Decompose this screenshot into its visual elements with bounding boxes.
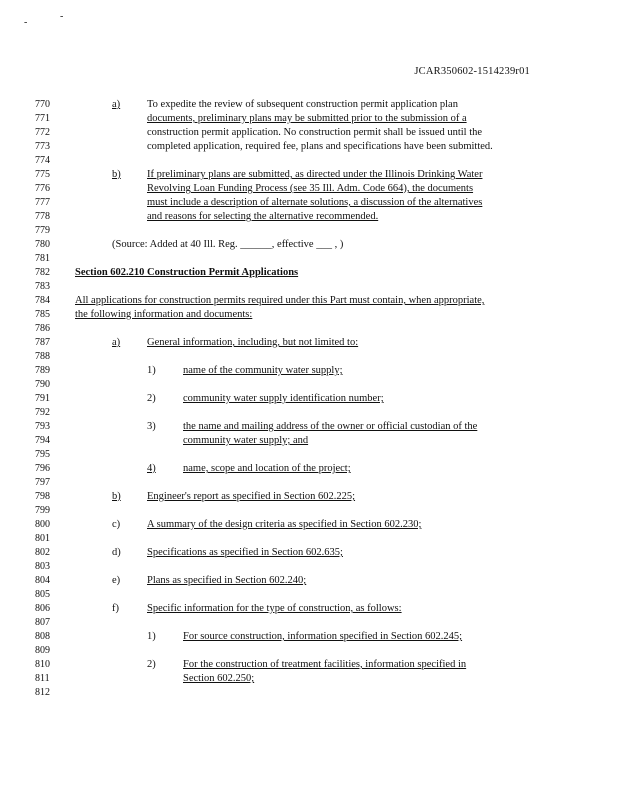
line-number: 804	[35, 575, 50, 586]
line-number: 777	[35, 197, 50, 208]
paragraph-line: completed application, required fee, plans and specifications have been submitted.	[147, 141, 493, 152]
line-number: 799	[35, 505, 50, 516]
list-item-text: community water supply; and	[183, 435, 309, 446]
line-number: 810	[35, 659, 50, 670]
line-number: 797	[35, 477, 50, 488]
line-number: 782	[35, 267, 50, 278]
paragraph-line: Revolving Loan Funding Process (see 35 Ill. Adm. Code 664), the documents	[147, 183, 474, 194]
line-number: 790	[35, 379, 50, 390]
line-number: 791	[35, 393, 50, 404]
line-number: 794	[35, 435, 50, 446]
paragraph-line: the following information and documents:	[75, 309, 253, 320]
line-number: 809	[35, 645, 50, 656]
list-item-text: the name and mailing address of the owner or official custodian of the	[183, 421, 478, 432]
list-item-text: community water supply identification number;	[183, 393, 384, 404]
paragraph-label: b)	[112, 169, 121, 180]
line-number: 772	[35, 127, 50, 138]
paragraph-line: To expedite the review of subsequent construction permit application plan	[147, 99, 458, 110]
line-number: 788	[35, 351, 50, 362]
paragraph-line: construction permit application. No construction permit shall be issued until the	[147, 127, 483, 138]
line-number: 786	[35, 323, 50, 334]
list-item-label: 2)	[147, 393, 156, 404]
list-item-label: 2)	[147, 659, 156, 670]
list-item-label: 1)	[147, 365, 156, 376]
line-number: 801	[35, 533, 50, 544]
list-item-label: e)	[112, 575, 121, 586]
list-item-label: b)	[112, 491, 121, 502]
line-number: 778	[35, 211, 50, 222]
line-number: 811	[35, 673, 50, 684]
paragraph-line: and reasons for selecting the alternative recommended.	[147, 211, 379, 222]
list-item-label: c)	[112, 519, 121, 530]
line-number: 773	[35, 141, 50, 152]
line-number: 793	[35, 421, 50, 432]
list-item-label: d)	[112, 547, 121, 558]
line-number: 806	[35, 603, 50, 614]
line-number: 795	[35, 449, 50, 460]
line-number: 780	[35, 239, 50, 250]
line-number: 805	[35, 589, 50, 600]
line-number: 812	[35, 687, 50, 698]
list-item-text: Section 602.250;	[183, 673, 255, 684]
line-number: 800	[35, 519, 50, 530]
corner-mark-left: -	[24, 17, 28, 28]
list-item-label: 4)	[147, 463, 156, 474]
line-number: 774	[35, 155, 50, 166]
source-note: (Source: Added at 40 Ill. Reg. ______, effective ___ , )	[112, 239, 344, 250]
line-number: 808	[35, 631, 50, 642]
list-item-text: For the construction of treatment facilities, information specified in	[183, 659, 467, 670]
line-number: 807	[35, 617, 50, 628]
list-item-label: f)	[112, 603, 119, 614]
line-number: 802	[35, 547, 50, 558]
line-number: 803	[35, 561, 50, 572]
list-item-text: Plans as specified in Section 602.240;	[147, 575, 307, 586]
list-item-text: A summary of the design criteria as specified in Section 602.230;	[147, 519, 422, 530]
line-number: 771	[35, 113, 50, 124]
line-number: 776	[35, 183, 50, 194]
list-item-text: name, scope and location of the project;	[183, 463, 351, 474]
line-number: 784	[35, 295, 50, 306]
list-item-text: For source construction, information specified in Section 602.245;	[183, 631, 463, 642]
paragraph-label: a)	[112, 99, 121, 110]
list-item-text: name of the community water supply;	[183, 365, 343, 376]
line-number: 781	[35, 253, 50, 264]
line-number: 783	[35, 281, 50, 292]
document-id: JCAR350602-1514239r01	[414, 66, 530, 77]
paragraph-line: If preliminary plans are submitted, as directed under the Illinois Drinking Water	[147, 169, 483, 180]
list-item-label: 1)	[147, 631, 156, 642]
list-item-text: Specifications as specified in Section 602.635;	[147, 547, 343, 558]
line-number: 792	[35, 407, 50, 418]
list-item-text: Specific information for the type of construction, as follows:	[147, 603, 402, 614]
line-number: 770	[35, 99, 50, 110]
paragraph-line: All applications for construction permits required under this Part must contain, when appropriate,	[75, 295, 485, 306]
list-item-label: 3)	[147, 421, 156, 432]
line-number: 787	[35, 337, 50, 348]
section-heading: Section 602.210 Construction Permit Applications	[75, 267, 299, 278]
line-number: 798	[35, 491, 50, 502]
list-item-label: a)	[112, 337, 121, 348]
line-number: 796	[35, 463, 50, 474]
paragraph-line: must include a description of alternate solutions, a discussion of the alternatives	[147, 197, 483, 208]
paragraph-line: documents, preliminary plans may be submitted prior to the submission of a	[147, 113, 467, 124]
line-number: 775	[35, 169, 50, 180]
line-number: 789	[35, 365, 50, 376]
list-item-text: Engineer's report as specified in Section 602.225;	[147, 491, 356, 502]
line-number: 779	[35, 225, 50, 236]
list-item-text: General information, including, but not limited to:	[147, 337, 359, 348]
corner-mark-right: -	[60, 11, 64, 22]
line-number: 785	[35, 309, 50, 320]
